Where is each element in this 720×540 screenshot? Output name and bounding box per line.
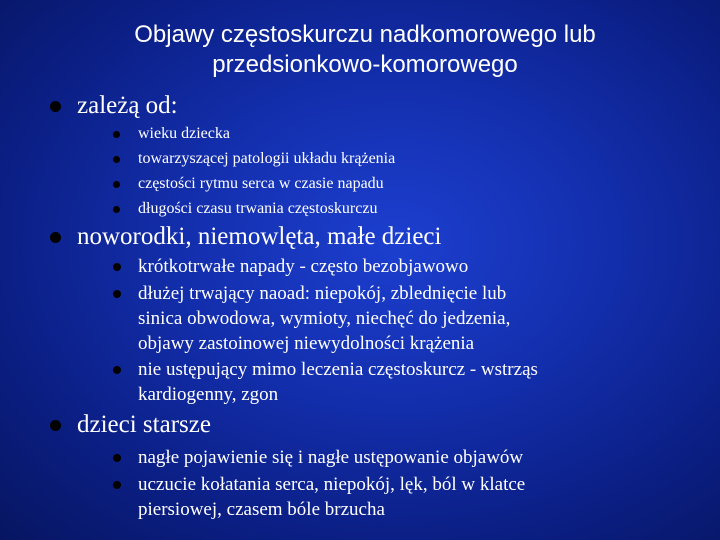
bullet-heading: zależą od: xyxy=(77,92,178,119)
bullet-dot-icon xyxy=(113,263,121,271)
bullet-dot-icon xyxy=(50,101,61,112)
title-line-1: Objawy częstoskurczu nadkomorowego lub xyxy=(134,21,596,48)
bullet-dot-icon xyxy=(113,206,120,213)
bullet-dot-icon xyxy=(50,232,61,243)
sub-bullet-text: nie ustępujący mimo leczenia częstoskurcz - wstrząs kardiogenny, zgon xyxy=(138,359,538,405)
bullet-heading: dzieci starsze xyxy=(77,411,211,438)
sub-bullet-text: częstości rytmu serca w czasie napadu xyxy=(138,175,384,192)
bullet-dot-icon xyxy=(113,156,120,163)
sub-bullet-text: uczucie kołatania serca, niepokój, lęk, ból w klatce piersiowej, czasem bóle brzucha xyxy=(138,474,526,520)
sub-bullet-text: krótkotrwałe napady - często bezobjawowo xyxy=(138,256,469,277)
bullet-dot-icon xyxy=(113,366,121,374)
bullet-dot-icon xyxy=(113,481,121,489)
sub-bullet-text: nagłe pojawienie się i nagłe ustępowanie objawów xyxy=(138,447,524,468)
title-line-2: przedsionkowo-komorowego xyxy=(212,51,518,78)
sub-bullet-text: towarzyszącej patologii układu krążenia xyxy=(138,150,396,167)
bullet-dot-icon xyxy=(113,181,120,188)
sub-bullet-text: długości czasu trwania częstoskurczu xyxy=(138,200,378,217)
bullet-dot-icon xyxy=(113,290,121,298)
bullet-dot-icon xyxy=(113,131,120,138)
bullet-dot-icon xyxy=(113,454,121,462)
bullet-heading: noworodki, niemowlęta, małe dzieci xyxy=(77,223,442,250)
bullet-dot-icon xyxy=(50,420,61,431)
slide-title xyxy=(60,20,670,80)
sub-bullet-text: dłużej trwający naoad: niepokój, zblednięcie lub sinica obwodowa, wymioty, niechęć do jedzenia, objawy zastoinowej niewydolności krążenia xyxy=(138,283,511,354)
sub-bullet-text: wieku dziecka xyxy=(138,125,230,142)
